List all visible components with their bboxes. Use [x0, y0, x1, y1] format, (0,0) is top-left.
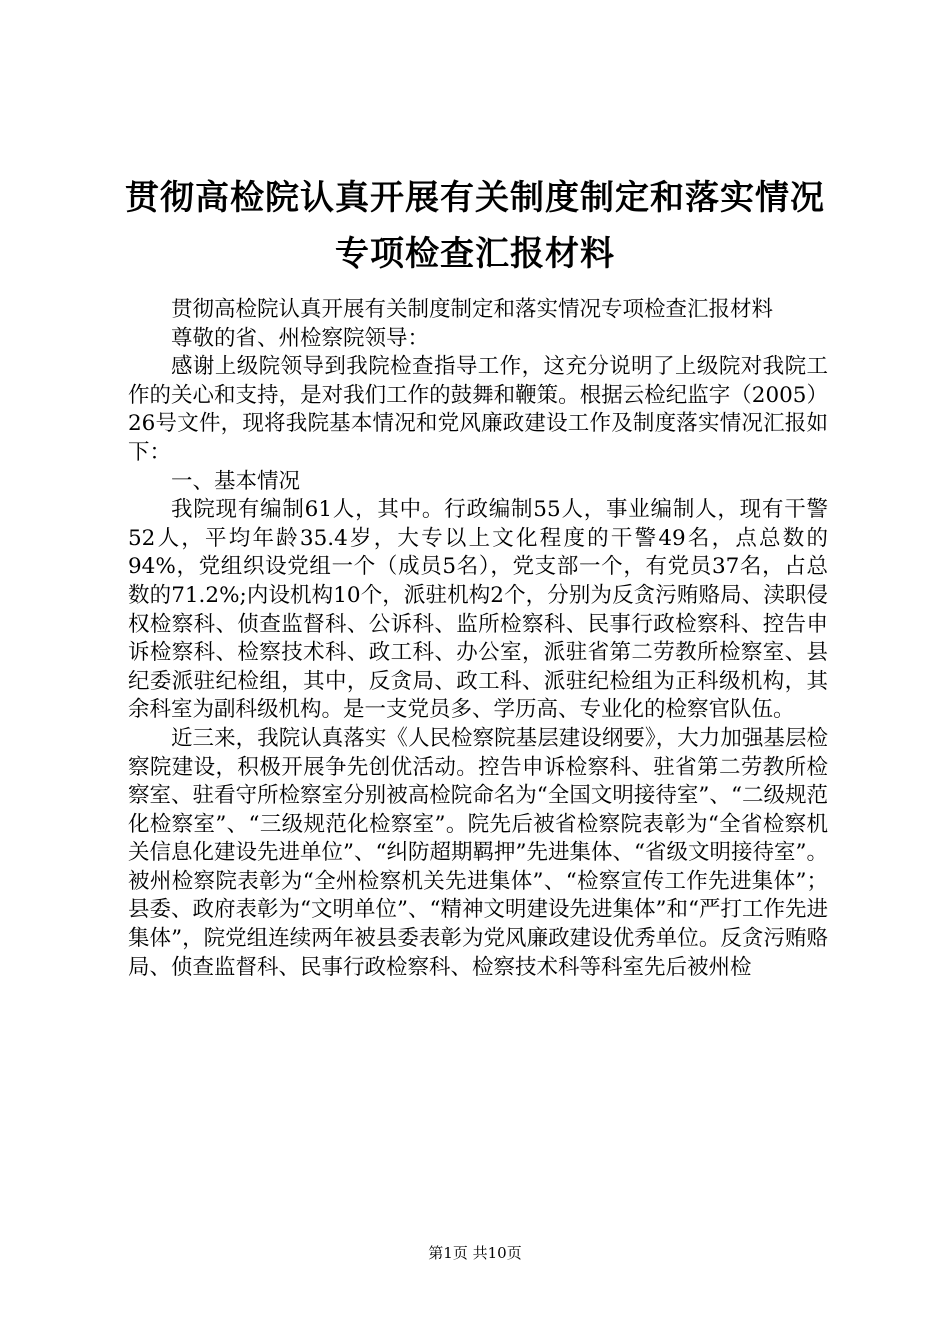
section-heading-basic-info: 一、基本情况: [171, 468, 301, 494]
body-paragraph-staffing: 我院现有编制61人，其中。行政编制55人，事业编制人，现有干警52人，平均年龄35.4岁，大专以上文化程度的干警49名，点总数的94%，党组织设党组一个（成员5名），党支部一个，有党员37名，占总数的71.2%;内设机构10个，派驻机构2个，分别为反贪污贿赂局、渎职侵权检察科、侦查监督科、公诉科、监所检察科、民事行政检察科、控告申诉检察科、检察技术科、政工科、办公室，派驻省第二劳教所检察室、县纪委派驻纪检组，其中，反贪局、政工科、派驻纪检组为正科级机构，其余科室为副科级机构。是一支党员多、学历高、专业化的检察官队伍。: [128, 497, 828, 723]
page-footer: 第1页 共10页: [428, 1244, 522, 1262]
title-line-1: 贯彻高检院认真开展有关制度制定和落实情况: [125, 178, 825, 218]
body-paragraph-salutation: 尊敬的省、州检察院领导：: [171, 325, 430, 351]
document-body: [128, 296, 828, 982]
title-line-2: 专项检查汇报材料: [335, 234, 615, 274]
document-title: [110, 170, 840, 282]
body-paragraph-title-repeat: 贯彻高检院认真开展有关制度制定和落实情况专项检查汇报材料: [171, 297, 774, 322]
body-paragraph-achievements: 近三来，我院认真落实《人民检察院基层建设纲要》，大力加强基层检察院建设，积极开展争先创优活动。控告申诉检察科、驻省第二劳教所检察室、驻看守所检察室分别被高检院命名为“全国文明接待室”、“二级规范化检察室”、“三级规范化检察室”。院先后被省检察院表彰为“全省检察机关信息化建设先进单位”、“纠防超期羁押”先进集体、“省级文明接待室”。被州检察院表彰为“全州检察机关先进集体”、“检察宣传工作先进集体”；县委、政府表彰为“文明单位”、“精神文明建设先进集体”和“严打工作先进集体”，院党组连续两年被县委表彰为党风廉政建设优秀单位。反贪污贿赂局、侦查监督科、民事行政检察科、检察技术科等科室先后被州检: [128, 725, 828, 980]
body-paragraph-intro: 感谢上级院领导到我院检查指导工作，这充分说明了上级院对我院工作的关心和支持，是对我们工作的鼓舞和鞭策。根据云检纪监字（2005）26号文件，现将我院基本情况和党风廉政建设工作及制度落实情况汇报如下：: [128, 354, 828, 465]
